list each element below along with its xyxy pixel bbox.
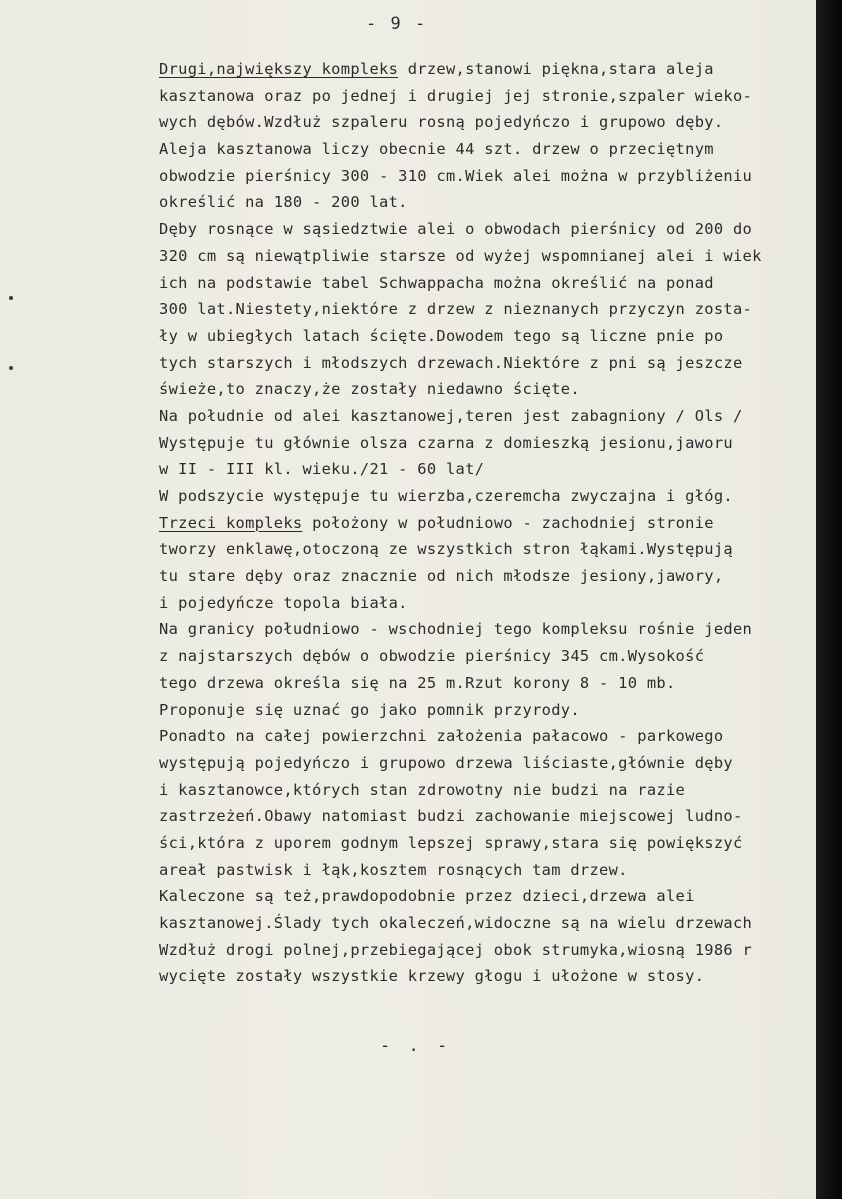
line-text: wych dębów.Wzdłuż szpaleru rosną pojedyńczo i grupowo dęby. — [159, 113, 724, 132]
text-line — [159, 777, 842, 804]
text-line — [159, 270, 842, 297]
line-text: W podszycie występuje tu wierzba,czeremcha zwyczajna i głóg. — [159, 487, 733, 505]
line-text: z najstarszych dębów o obwodzie pierśnicy 345 cm.Wysokość — [159, 647, 705, 666]
margin-mark — [9, 366, 13, 370]
line-text: występują pojedyńczo i grupowo drzewa liściaste,głównie dęby — [159, 753, 733, 772]
text-line — [159, 697, 842, 724]
text-line — [159, 296, 842, 323]
line-text: i pojedyńcze topola biała. — [159, 593, 408, 612]
text-line — [159, 403, 842, 430]
text-line — [159, 643, 842, 670]
text-line — [159, 56, 842, 83]
line-text: tworzy enklawę,otoczoną ze wszystkich stron łąkami.Występują — [159, 540, 733, 559]
text-line — [159, 323, 842, 350]
text-line — [159, 376, 842, 403]
text-line — [159, 563, 842, 590]
line-text: ści,która z uporem godnym lepszej sprawy,stara się powiększyć — [159, 833, 743, 852]
scan-edge-shadow — [816, 0, 842, 1199]
text-line — [159, 857, 842, 884]
text-line — [159, 430, 842, 457]
text-line — [159, 590, 842, 617]
line-text: określić na 180 - 200 lat. — [159, 193, 408, 212]
text-line — [159, 937, 842, 964]
text-line — [159, 83, 842, 110]
text-line — [159, 830, 842, 857]
line-text: Aleja kasztanowa liczy obecnie 44 szt. drzew o przeciętnym — [159, 140, 714, 159]
line-text: 300 lat.Niestety,niektóre z drzew z nieznanych przyczyn zosta- — [159, 300, 753, 319]
line-text: kasztanowa oraz po jednej i drugiej jej stronie,szpaler wieko- — [159, 86, 753, 105]
text-line — [159, 189, 842, 216]
page-number: - 9 - — [366, 14, 428, 34]
line-text: Na południe od alei kasztanowej,teren jest zabagniony / Ols / — [159, 406, 743, 425]
line-text: świeże,to znaczy,że zostały niedawno ścięte. — [159, 380, 580, 399]
text-line — [159, 456, 842, 483]
body-text — [159, 56, 842, 990]
line-text: areał pastwisk i łąk,kosztem rosnących tam drzew. — [159, 860, 628, 879]
line-text: Dęby rosnące w sąsiedztwie alei o obwodach pierśnicy od 200 do — [159, 220, 753, 239]
line-text: drzew,stanowi piękna,stara aleja — [398, 60, 714, 78]
margin-mark — [9, 296, 13, 300]
text-line — [159, 883, 842, 910]
text-line — [159, 136, 842, 163]
line-text: Ponadto na całej powierzchni założenia pałacowo - parkowego — [159, 727, 724, 746]
text-line — [159, 963, 842, 990]
page-footer-mark: - . - — [380, 1036, 452, 1056]
text-line — [159, 803, 842, 830]
line-text: Kaleczone są też,prawdopodobnie przez dzieci,drzewa alei — [159, 887, 695, 906]
line-text: obwodzie pierśnicy 300 - 310 cm.Wiek alei można w przybliżeniu — [159, 166, 753, 185]
underlined-heading: Trzeci kompleks — [159, 513, 303, 532]
line-text: Proponuje się uznać go jako pomnik przyrody. — [159, 700, 580, 719]
line-text: zastrzeżeń.Obawy natomiast budzi zachowanie miejscowej ludno- — [159, 807, 743, 826]
line-text: i kasztanowce,których stan zdrowotny nie budzi na razie — [159, 780, 686, 799]
text-line — [159, 350, 842, 377]
text-line — [159, 616, 842, 643]
line-text: wycięte zostały wszystkie krzewy głogu i ułożone w stosy. — [159, 967, 705, 986]
line-text: położony w południowo - zachodniej stronie — [302, 513, 714, 532]
line-text: tu stare dęby oraz znacznie od nich młodsze jesiony,jawory, — [159, 567, 724, 586]
text-line — [159, 163, 842, 190]
line-text: 320 cm są niewątpliwie starsze od wyżej wspomnianej alei i wiek — [159, 246, 762, 265]
line-text: kasztanowej.Ślady tych okaleczeń,widoczne są na wielu drzewach — [159, 914, 753, 932]
line-text: Występuje tu głównie olsza czarna z domieszką jesionu,jaworu — [159, 433, 733, 452]
line-text: w II - III kl. wieku./21 - 60 lat/ — [159, 460, 485, 479]
text-line — [159, 483, 842, 510]
line-text: tego drzewa określa się na 25 m.Rzut korony 8 - 10 mb. — [159, 673, 676, 692]
text-line — [159, 910, 842, 937]
line-text: Na granicy południowo - wschodniej tego kompleksu rośnie jeden — [159, 620, 753, 639]
text-line — [159, 750, 842, 777]
text-line — [159, 510, 842, 537]
line-text: tych starszych i młodszych drzewach.Niektóre z pni są jeszcze — [159, 353, 743, 372]
text-line — [159, 536, 842, 563]
line-text: Wzdłuż drogi polnej,przebiegającej obok strumyka,wiosną 1986 r — [159, 940, 753, 959]
text-line — [159, 216, 842, 243]
line-text: ich na podstawie tabel Schwappacha można określić na ponad — [159, 273, 714, 292]
line-text: ły w ubiegłych latach ścięte.Dowodem tego są liczne pnie po — [159, 326, 724, 345]
text-line — [159, 243, 842, 270]
text-line — [159, 109, 842, 136]
text-line — [159, 723, 842, 750]
underlined-heading: Drugi,największy kompleks — [159, 60, 399, 78]
text-line — [159, 670, 842, 697]
